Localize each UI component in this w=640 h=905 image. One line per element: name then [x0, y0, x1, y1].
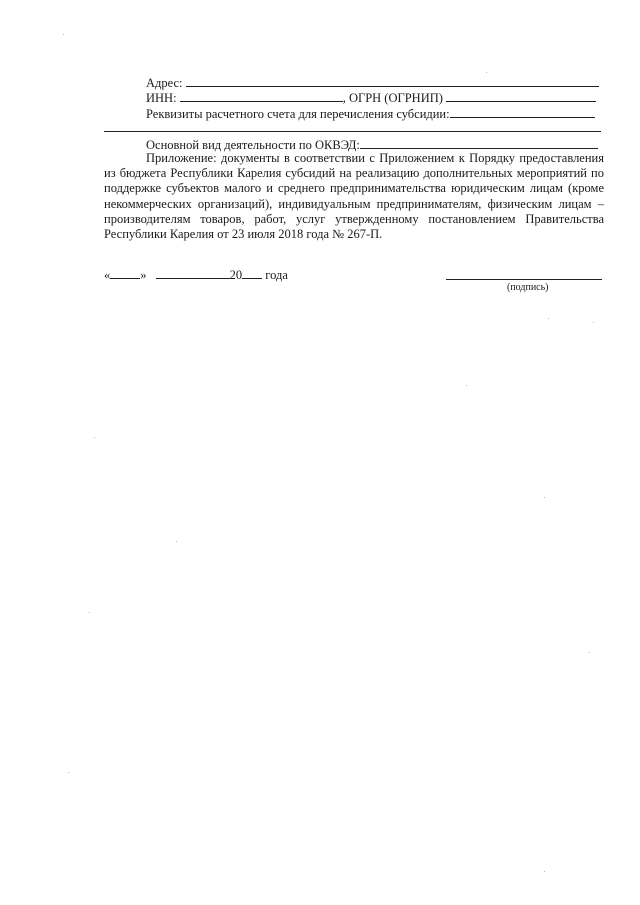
ogrn-blank[interactable]: [446, 89, 596, 102]
scan-speck: [589, 652, 590, 653]
requisites-label: Реквизиты расчетного счета для перечисления субсидии:: [146, 107, 450, 121]
inn-blank[interactable]: [180, 89, 343, 102]
scan-speck: [548, 318, 549, 319]
ogrn-label: , ОГРН (ОГРНИП): [342, 91, 443, 105]
okved-label: Основной вид деятельности по ОКВЭД:: [146, 138, 360, 152]
appendix-paragraph: [104, 151, 604, 242]
signature-blank[interactable]: [446, 279, 602, 280]
address-blank[interactable]: [186, 74, 599, 87]
inn-label: ИНН:: [146, 91, 177, 105]
scan-speck: [94, 437, 95, 438]
inn-row: [146, 89, 596, 106]
scan-speck: [544, 871, 545, 872]
scan-speck: [176, 541, 177, 542]
scan-speck: [68, 772, 69, 773]
requisites-row: [146, 105, 595, 122]
scan-speck: [466, 385, 467, 386]
scan-speck: [593, 322, 594, 323]
address-label: Адрес:: [146, 76, 183, 90]
date-year-blank[interactable]: [242, 266, 262, 279]
date-open-quote: «: [104, 268, 111, 282]
date-day-blank[interactable]: [110, 266, 140, 279]
appendix-text: Приложение: документы в соответствии с Приложением к Порядку предоставления из бюджета Республики Карелия субсидий на реализацию дополнительных мероприятий по поддержке субъектов малого и среднего предпринимательства юридическим лицам (кроме некоммерческих организаций), индивидуальным предпринимателям, физическим лицам – производителям товаров, работ, услуг утвержденному постановлением Правительства Республики Карелия от 23 июля 2018 года № 267-П.: [104, 151, 604, 242]
date-close-quote: »: [140, 268, 147, 282]
date-row: [104, 266, 288, 283]
date-year-suffix: года: [265, 268, 288, 282]
date-month-blank[interactable]: [156, 266, 230, 279]
scan-speck: [486, 72, 487, 73]
date-year-prefix: 20: [229, 268, 243, 282]
scan-speck: [544, 497, 545, 498]
requisites-blank[interactable]: [450, 105, 595, 118]
okved-blank[interactable]: [360, 136, 598, 149]
signature-caption: (подпись): [507, 282, 549, 293]
scan-speck: [89, 612, 90, 613]
requisites-continuation-blank[interactable]: [104, 131, 601, 132]
scan-speck: [63, 34, 64, 35]
